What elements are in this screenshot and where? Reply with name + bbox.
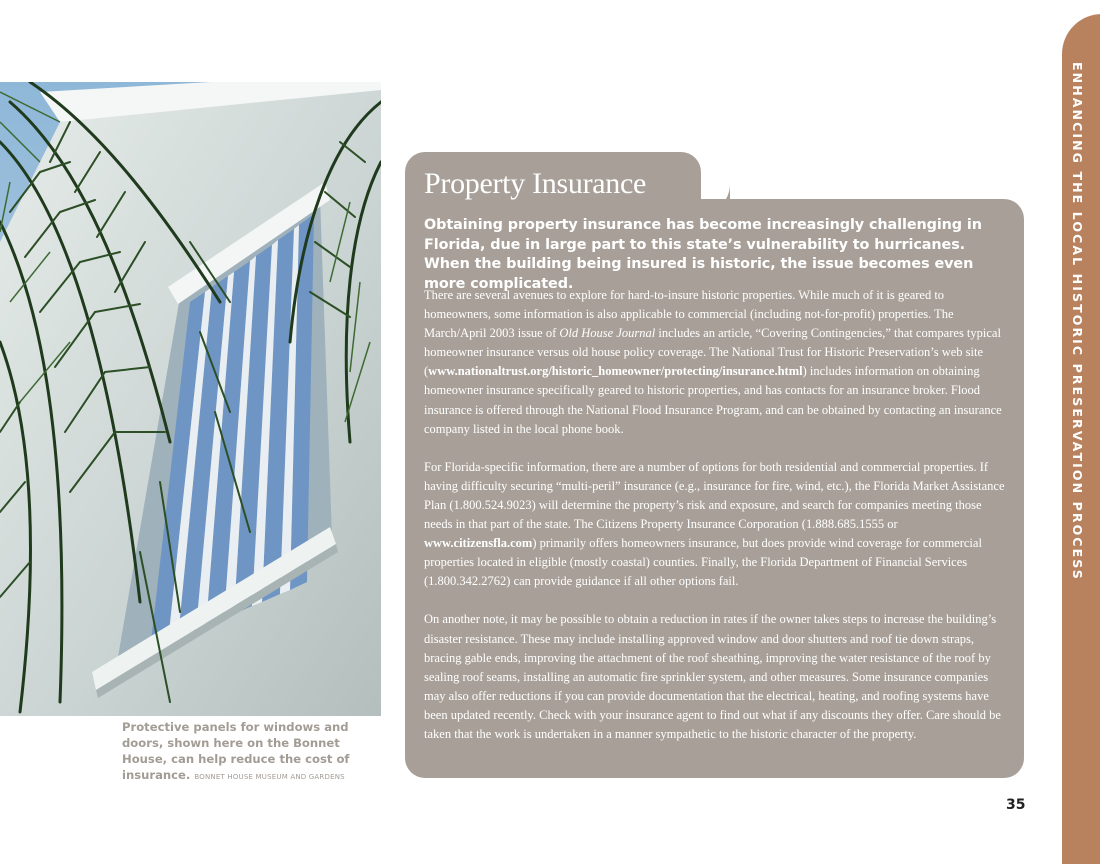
p2-text-a: For Florida-specific information, there are a number of options for both residential and commercial properties. If having difficulty securing “multi-peril” insurance (e.g., insurance for fire, wind, etc.), the Florida Market Assistance Plan (1.800.524.9023) will determine the property’s risk and exposure, and search for companies meeting those needs in that part of the state. The Citizens Property Insurance Corporation (1.888.685.1555 or <box>424 459 1005 532</box>
national-trust-link[interactable]: www.nationaltrust.org/historic_homeowner/protecting/insurance.html <box>428 364 803 379</box>
bonnet-house-photo <box>0 82 381 716</box>
article-title: Property Insurance <box>424 167 647 200</box>
paragraph-1 <box>424 286 1012 439</box>
paragraph-2 <box>424 458 1012 592</box>
photo-caption-text: Protective panels for windows and doors, shown here on the Bonnet House, can help reduce the cost of insurance. <box>122 720 350 782</box>
title-tab-corner <box>700 184 730 214</box>
p1-text-b: includes an article, “Covering Contingencies,” that compares typical homeowner insurance versus old house policy coverage. The National Trust for Historic Preservation’s web site ( <box>424 326 1001 379</box>
p2-text-b: ) primarily offers homeowners insurance, but does provide wind coverage for commercial properties located in eligible (mostly coastal) counties. Finally, the Florida Department of Financial Services (1.800.342.2762) can provide guidance if all other options fail. <box>424 536 982 589</box>
photo-caption <box>122 719 384 785</box>
p1-text-c: ) includes information on obtaining homeowner insurance specifically geared to historic properties, and has contacts for an insurance broker. Flood insurance is offered through the National Flood Insurance Program, and can be obtained by contacting an insurance company listed in the local phone book. <box>424 364 1002 436</box>
paragraph-3: On another note, it may be possible to obtain a reduction in rates if the owner takes steps to increase the building’s disaster resistance. These may include installing approved window and door shutters and roof tie down straps, bracing gable ends, improving the attachment of the roof sheathing, improving the water resistance of the roof by sealing roof seams, installing an automatic fire sprinkler system, and other measures. Some insurance companies may also offer reductions if you can provide documentation that the electrical, heating, and roofing systems have been updated recently. Check with your insurance agent to find out what if any discounts they offer. Care should be taken that the work is undertaken in a manner sympathetic to the historic character of the property. <box>424 612 1001 741</box>
p1-text-a: There are several avenues to explore for hard-to-insure historic properties. While much of it is geared to homeowners, some information is also applicable to commercial (including not-for-profit) properties. The March/April 2003 issue of <box>424 288 954 341</box>
page-number: 35 <box>1006 797 1026 813</box>
article-lead: Obtaining property insurance has become increasingly challenging in Florida, due in large part to this state’s vulnerability to hurricanes. When the building being insured is historic, the issue becomes even more complicated. <box>424 217 982 292</box>
article-body <box>424 286 1012 763</box>
section-side-tab-label: ENHANCING THE LOCAL HISTORIC PRESERVATION PROCESS <box>1070 62 1085 581</box>
magazine-title: Old House Journal <box>559 326 656 341</box>
photo-credit: BONNET HOUSE MUSEUM AND GARDENS <box>194 773 345 781</box>
citizens-link[interactable]: www.citizensfla.com <box>424 536 533 551</box>
